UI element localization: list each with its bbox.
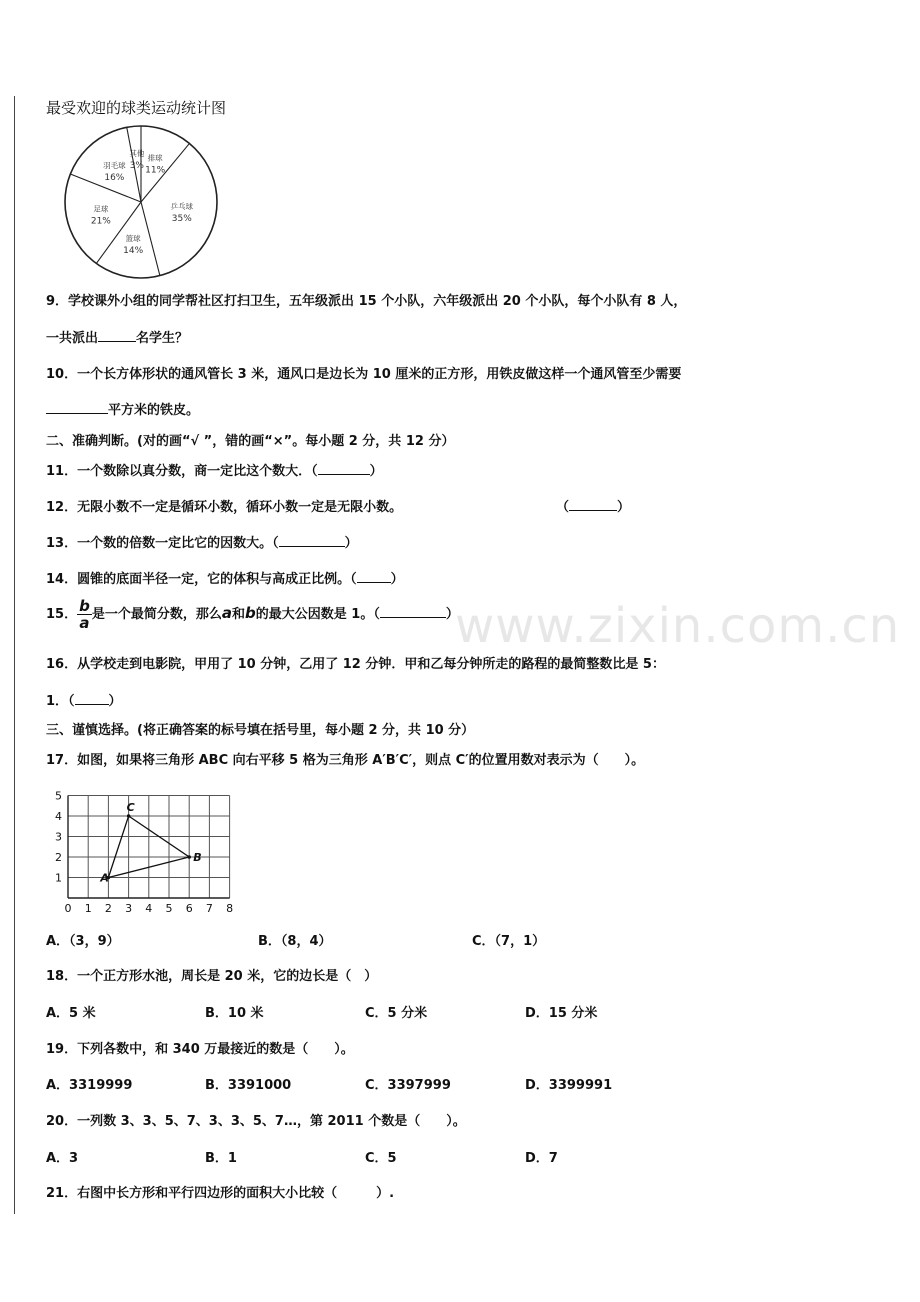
y-tick-label: 3: [55, 830, 62, 844]
q20-option-a[interactable]: A．3: [46, 1151, 79, 1166]
q18-option-d[interactable]: D．15 分米: [525, 1006, 598, 1021]
question-15-number: 15．: [46, 607, 78, 622]
x-tick-label: 2: [104, 902, 112, 915]
x-tick-label: 6: [185, 902, 193, 915]
pie-slice-percent: 3%: [129, 161, 144, 172]
question-9-answer-blank[interactable]: [98, 329, 136, 342]
pie-slice-percent: 16%: [104, 172, 125, 183]
x-tick-label: 5: [165, 902, 173, 915]
question-11: [46, 460, 383, 479]
question-10-line1: 10．一个长方体形状的通风管长 3 米，通风口是边长为 10 厘米的正方形，用铁皮做这样一个通风管至少需要: [46, 367, 682, 382]
pie-slice-name: 足球: [93, 204, 109, 214]
question-18-text: 18．一个正方形水池，周长是 20 米，它的边长是（ ）: [46, 969, 378, 984]
variable-b: b: [245, 604, 256, 622]
pie-slice-name: 羽毛球: [103, 160, 126, 170]
question-17-text: 17．如图，如果将三角形 ABC 向右平移 5 格为三角形 A′B′C′，则点 C′的位置用数对表示为（ ）。: [46, 753, 645, 768]
y-tick-label: 4: [55, 810, 62, 823]
q17-option-b[interactable]: B．（8，4）: [258, 934, 332, 949]
variable-a: a: [221, 604, 232, 622]
pie-slice-name: 排球: [147, 153, 163, 163]
x-tick-label: 8: [226, 902, 234, 915]
question-9-line2: [46, 327, 188, 346]
y-tick-label: 5: [55, 789, 62, 803]
x-tick-label: 3: [125, 902, 133, 915]
x-tick-label: 1: [84, 902, 92, 915]
question-16-answer-blank[interactable]: [75, 692, 109, 705]
question-15-answer-blank[interactable]: [380, 605, 446, 618]
coordinate-grid-chart: [50, 786, 265, 916]
question-13-close: ）: [344, 536, 358, 551]
question-15-text-2: 和: [231, 607, 245, 622]
q18-option-b[interactable]: B．10 米: [205, 1006, 264, 1021]
section-3-heading: 三、谨慎选择。(将正确答案的标号填在括号里，每小题 2 分，共 10 分）: [46, 723, 475, 738]
page-margin-line: [14, 96, 15, 1214]
question-12-text: 12．无限小数不一定是循环小数，循环小数一定是无限小数。: [46, 500, 403, 515]
q18-option-c[interactable]: C．5 分米: [365, 1006, 428, 1021]
pie-chart-title: 最受欢迎的球类运动统计图: [46, 99, 227, 117]
q20-option-c[interactable]: C．5: [365, 1151, 397, 1166]
y-tick-label: 2: [55, 851, 62, 864]
section-2-heading: 二、准确判断。(对的画“√ ”，错的画“×”。每小题 2 分，共 12 分）: [46, 434, 455, 449]
question-9-line1: 9．学校课外小组的同学帮社区打扫卫生，五年级派出 15 个小队，六年级派出 20 个小队，每个小队有 8 人，: [46, 294, 687, 309]
pie-slice-name: 其他: [129, 149, 145, 159]
vertex-label-a: A: [100, 871, 109, 885]
question-16-line1: 16．从学校走到电影院，甲用了 10 分钟，乙用了 12 分钟．甲和乙每分钟所走的路程的最简整数比是 5：: [46, 657, 665, 672]
question-11-text: 11．一个数除以真分数，商一定比这个数大．（: [46, 464, 318, 479]
vertex-point-b: [187, 855, 191, 859]
question-14: [46, 568, 404, 587]
x-tick-label: 7: [205, 902, 213, 915]
question-11-close: ）: [369, 464, 383, 479]
question-12-open: （: [556, 500, 570, 515]
question-11-answer-blank[interactable]: [318, 462, 370, 475]
question-15-text-1: 是一个最简分数，那么: [91, 607, 222, 622]
vertex-label-c: C: [126, 801, 135, 814]
pie-slice-percent: 35%: [171, 214, 192, 225]
question-10-post: 平方米的铁皮。: [108, 403, 200, 418]
q17-option-a[interactable]: A．（3，9）: [46, 934, 120, 949]
question-16-close: ）: [108, 694, 122, 709]
question-14-text: 14．圆锥的底面半径一定，它的体积与高成正比例。（: [46, 572, 357, 587]
x-tick-label: 0: [64, 902, 72, 915]
pie-chart: [50, 118, 290, 298]
question-14-close: ）: [390, 572, 404, 587]
question-12-answer-blank[interactable]: [569, 498, 617, 511]
pie-slice-name: 乒乓球: [170, 202, 194, 212]
question-15-close: ）: [445, 607, 459, 622]
pie-slice-percent: 21%: [90, 216, 111, 227]
question-15: [46, 598, 459, 631]
question-20-text: 20．一列数 3、3、5、7、3、3、5、7…，第 2011 个数是（ ）。: [46, 1114, 466, 1129]
pie-slice-name: 篮球: [125, 234, 141, 244]
fraction-numerator: b: [79, 597, 90, 615]
q19-option-b[interactable]: B．3391000: [205, 1078, 292, 1093]
question-10-line2: [46, 399, 199, 418]
fraction-denominator: a: [79, 614, 90, 632]
q19-option-c[interactable]: C．3397999: [365, 1078, 451, 1093]
question-13: [46, 532, 358, 551]
question-13-text: 13．一个数的倍数一定比它的因数大。（: [46, 536, 279, 551]
question-21-text: 21．右图中长方形和平行四边形的面积大小比较（ ）.: [46, 1186, 395, 1201]
question-9-pre: 一共派出: [46, 331, 99, 346]
question-14-answer-blank[interactable]: [357, 570, 391, 583]
q20-option-d[interactable]: D．7: [525, 1151, 558, 1166]
pie-slice-percent: 14%: [123, 246, 144, 257]
question-13-answer-blank[interactable]: [279, 534, 345, 547]
question-9-post: 名学生？: [136, 331, 189, 346]
question-16-line2: [46, 690, 122, 709]
question-19-text: 19．下列各数中，和 340 万最接近的数是（ ）。: [46, 1042, 354, 1057]
q18-option-a[interactable]: A．5 米: [46, 1006, 96, 1021]
question-12-bracket: [556, 496, 630, 515]
q17-option-c[interactable]: C．（7，1）: [472, 934, 546, 949]
q20-option-b[interactable]: B．1: [205, 1151, 237, 1166]
q19-option-d[interactable]: D．3399991: [525, 1078, 613, 1093]
pie-slice-percent: 11%: [145, 165, 166, 176]
x-tick-label: 4: [145, 902, 153, 915]
q19-option-a[interactable]: A．3319999: [46, 1078, 133, 1093]
y-tick-label: 1: [55, 871, 62, 885]
vertex-label-b: B: [193, 851, 202, 864]
question-16-pre: 1．（: [46, 694, 75, 709]
watermark: www.zixin.com.cn: [455, 598, 901, 654]
question-10-answer-blank[interactable]: [46, 401, 108, 414]
question-15-text-3: 的最大公因数是 1。（: [255, 607, 380, 622]
question-12-close: ）: [617, 500, 631, 515]
fraction-b-over-a: [77, 598, 92, 631]
question-12: [46, 496, 402, 515]
vertex-point-c: [127, 814, 131, 818]
